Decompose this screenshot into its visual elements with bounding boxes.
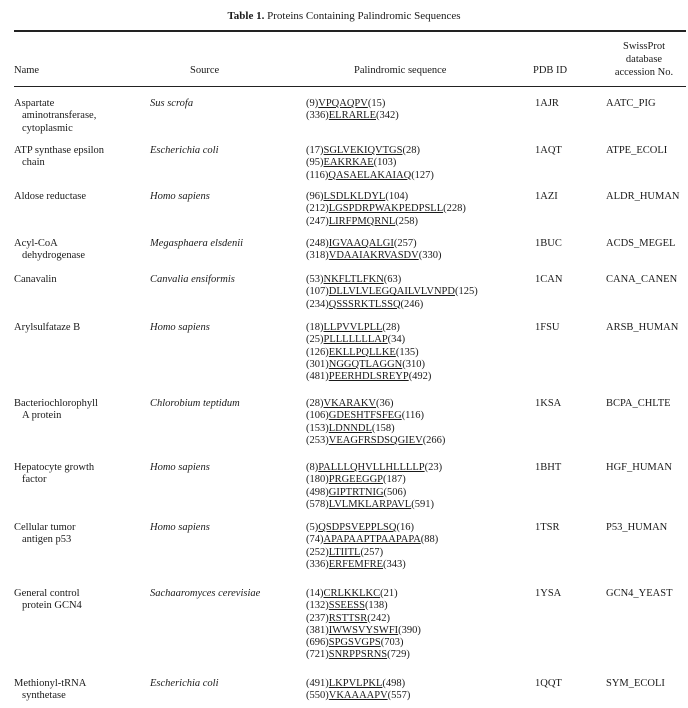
protein-name (14, 191, 154, 203)
header-accession-line1: SwissProt (622, 41, 665, 52)
header-accession-line2: database (625, 54, 663, 65)
accession-number: SYM_ECOLI (606, 678, 665, 689)
sequence-line: (17)SGLVEKIQVTGS(28) (306, 145, 420, 156)
protein-name-line: Canavalin (14, 274, 57, 285)
sequence-residues: PRGEEGGP (328, 474, 384, 486)
sequence-line: (8)PALLLQHVLLHLLLLP(23) (306, 462, 443, 473)
protein-name-line: General control (14, 588, 80, 599)
sequence-residues: NKFLTLFKN (323, 274, 384, 285)
protein-name (14, 98, 154, 135)
accession-number: ARSB_HUMAN (606, 322, 679, 333)
sequence-residues: LVLMKLARPAVL (328, 498, 412, 510)
sequence-residues: LSDLKLDYL (323, 191, 386, 202)
pdb-id: 1TSR (535, 522, 560, 533)
protein-name (14, 522, 154, 547)
sequence-residues: IWWSVYSWFI (328, 624, 399, 636)
pdb-id: 1QQT (535, 678, 562, 689)
protein-name-line: synthetase (22, 690, 66, 702)
sequence-residues: VEAGFRSDSQGIEV (328, 434, 423, 446)
pdb-id: 1BHT (535, 462, 562, 473)
sequence-residues: LKPVLPKL (328, 678, 383, 689)
sequence-line: (18)LLPVVLPLL(28) (306, 322, 400, 333)
sequence-residues: SPGSVGPS (328, 637, 381, 649)
protein-name (14, 588, 154, 613)
pdb-id: 1FSU (535, 322, 560, 333)
sequence-line: (696)SPGSVGPS(703) (306, 637, 404, 649)
protein-name-line: aminotransferase, (22, 110, 97, 122)
pdb-id: 1BUC (535, 238, 562, 249)
source-organism: Canvalia ensiformis (150, 274, 235, 285)
sequence-residues: DLLVLVLEGQAILVLVNPD (328, 286, 455, 298)
protein-name-line: antigen p53 (22, 534, 72, 546)
sequence-line: (212)LGSPDRPWAKPEDPSLL(228) (306, 203, 466, 215)
sequence-line: (491)LKPVLPKL(498) (306, 678, 406, 689)
sequence-residues: LTIITL (328, 546, 361, 558)
sequence-line: (28)VKARAKV(36) (306, 398, 394, 409)
protein-name-line: A protein (22, 410, 62, 422)
sequence-line: (180)PRGEEGGP(187) (306, 474, 406, 486)
sequence-line: (237)RSTTSR(242) (306, 612, 391, 624)
protein-name (14, 322, 154, 334)
source-organism: Chlorobium teptidum (150, 398, 240, 409)
source-organism: Megasphaera elsdenii (150, 238, 244, 249)
source-organism: Escherichia coli (150, 678, 219, 689)
palindromic-sequences (306, 462, 526, 511)
sequence-line: (253)VEAGFRSDSQGIEV(266) (306, 434, 446, 446)
pdb-id: 1YSA (535, 588, 562, 599)
sequence-line: (318)VDAAIAKRVASDV(330) (306, 250, 442, 262)
sequence-line: (336)ELRARLE(342) (306, 110, 399, 122)
sequence-line: (550)VKAAAAPV(557) (306, 690, 411, 702)
protein-name (14, 274, 154, 286)
sequence-residues: GDESHTFSFEG (328, 410, 402, 422)
sequence-residues: PLLLLLLLAP (323, 334, 388, 346)
sequence-line: (248)IGVAAQALGI(257) (306, 238, 417, 249)
pdb-id: 1AJR (535, 98, 559, 109)
palindromic-sequences (306, 678, 526, 703)
sequence-line: (336)ERFEMFRE(343) (306, 558, 406, 570)
sequence-residues: QSSSRKTLSSQ (328, 298, 401, 310)
pdb-id: 1KSA (535, 398, 562, 409)
sequence-line: (5)QSDPSVEPPLSQ(16) (306, 522, 414, 533)
protein-name (14, 238, 154, 263)
header-name: Name (14, 65, 40, 76)
sequence-residues: QSDPSVEPPLSQ (318, 522, 397, 533)
palindromic-sequences (306, 588, 526, 662)
sequence-residues: GIPTRTNIG (328, 486, 384, 498)
protein-name-line: Aldose reductase (14, 191, 87, 202)
palindromic-sequences (306, 398, 526, 447)
sequence-line: (106)GDESHTFSFEG(116) (306, 410, 425, 422)
accession-number: ALDR_HUMAN (606, 191, 680, 202)
sequence-residues: VKARAKV (323, 398, 376, 409)
source-organism: Homo sapiens (150, 191, 210, 202)
accession-number: HGF_HUMAN (606, 462, 672, 473)
sequence-residues: PALLLQHVLLHLLLLP (318, 462, 425, 473)
sequence-line: (96)LSDLKLDYL(104) (306, 191, 409, 202)
sequence-line: (95)EAKRKAE(103) (306, 157, 397, 169)
sequence-line: (25)PLLLLLLLAP(34) (306, 334, 406, 346)
source-organism: Homo sapiens (150, 322, 210, 333)
sequence-line: (14)CRLKKLKC(21) (306, 588, 398, 599)
header-accession (604, 40, 684, 79)
sequence-residues: QASAELAKAIAQ (328, 169, 412, 181)
sequence-line: (252)LTIITL(257) (306, 546, 384, 558)
accession-number: GCN4_YEAST (606, 588, 673, 599)
sequence-residues: LGSPDRPWAKPEDPSLL (328, 203, 444, 215)
pdb-id: 1AZI (535, 191, 558, 202)
header-accession-line3: accession No. (614, 67, 674, 78)
protein-name-line: Arylsulfataze B (14, 322, 81, 333)
sequence-residues: VKAAAAPV (328, 690, 388, 702)
protein-name-line: Acyl-CoA (14, 238, 58, 249)
sequence-residues: ELRARLE (328, 110, 376, 122)
sequence-line: (9)VPQAQPV(15) (306, 98, 386, 109)
header-source: Source (190, 65, 220, 76)
pdb-id: 1CAN (535, 274, 563, 285)
palindromic-sequences (306, 98, 526, 123)
accession-number: CANA_CANEN (606, 274, 678, 285)
palindromic-sequences (306, 322, 526, 383)
table-title-text: Proteins Containing Palindromic Sequences (267, 10, 461, 22)
protein-name-line: Bacteriochlorophyll (14, 398, 98, 409)
protein-name-line: Hepatocyte growth (14, 462, 95, 473)
sequence-line: (481)PEERHDLSREYP(492) (306, 371, 432, 383)
table-title-label: Table 1. (227, 10, 265, 22)
sequence-line: (301)NGGQTLAGGN(310) (306, 358, 425, 370)
sequence-line: (578)LVLMKLARPAVL(591) (306, 498, 434, 510)
protein-name-line: ATP synthase epsilon (14, 145, 105, 156)
sequence-residues: SGLVEKIQVTGS (323, 145, 403, 156)
palindromic-sequences (306, 238, 526, 263)
header-pdb: PDB ID (533, 65, 568, 76)
header-sequence: Palindromic sequence (354, 65, 447, 76)
sequence-residues: RSTTSR (328, 612, 368, 624)
sequence-line: (132)SSEESS(138) (306, 600, 388, 612)
palindromic-sequences (306, 522, 526, 571)
sequence-line: (721)SNRPPSRNS(729) (306, 649, 410, 661)
sequence-line: (74)APAPAAPTPAAPAPA(88) (306, 534, 439, 546)
source-organism: Sus scrofa (150, 98, 194, 109)
pdb-id: 1AQT (535, 145, 562, 156)
sequence-residues: PEERHDLSREYP (328, 371, 409, 383)
protein-name-line: Aspartate (14, 98, 55, 109)
sequence-residues: ERFEMFRE (328, 558, 384, 570)
protein-name-line: chain (22, 157, 45, 169)
palindromic-sequences (306, 191, 526, 228)
source-organism: Sachaaromyces cerevisiae (150, 588, 261, 599)
sequence-line: (116)QASAELAKAIAQ(127) (306, 169, 434, 181)
sequence-line: (234)QSSSRKTLSSQ(246) (306, 298, 424, 310)
accession-number: BCPA_CHLTE (606, 398, 671, 409)
protein-name (14, 678, 154, 703)
palindromic-sequences (306, 274, 526, 311)
accession-number: ATPE_ECOLI (606, 145, 668, 156)
sequence-line: (247)LIRFPMQRNL(258) (306, 215, 419, 227)
protein-name (14, 145, 154, 170)
accession-number: ACDS_MEGEL (606, 238, 676, 249)
protein-name-line: Methionyl-tRNA (14, 678, 87, 689)
protein-name-line: factor (22, 474, 47, 486)
header-rule (14, 86, 686, 87)
palindromic-sequences (306, 145, 526, 182)
sequence-residues: VDAAIAKRVASDV (328, 250, 419, 262)
accession-number: AATC_PIG (606, 98, 656, 109)
sequence-residues: EAKRKAE (323, 157, 374, 169)
protein-name (14, 462, 154, 487)
sequence-line: (107)DLLVLVLEGQAILVLVNPD(125) (306, 286, 478, 298)
sequence-residues: SNRPPSRNS (328, 649, 388, 661)
protein-name-line: protein GCN4 (22, 600, 82, 612)
source-organism: Homo sapiens (150, 522, 210, 533)
protein-name-line: dehydrogenase (22, 250, 85, 262)
source-organism: Escherichia coli (150, 145, 219, 156)
protein-name-line: cytoplasmic (22, 122, 73, 134)
sequence-residues: APAPAAPTPAAPAPA (323, 534, 421, 546)
sequence-residues: CRLKKLKC (323, 588, 381, 599)
protein-name (14, 398, 154, 423)
sequence-residues: LIRFPMQRNL (328, 215, 396, 227)
sequence-residues: IGVAAQALGI (328, 238, 394, 249)
sequence-residues: EKLLPQLLKE (328, 346, 396, 358)
sequence-line: (153)LDNNDL(158) (306, 422, 395, 434)
table-title (0, 10, 688, 22)
sequence-residues: LDNNDL (328, 422, 372, 434)
sequence-line: (53)NKFLTLFKN(63) (306, 274, 402, 285)
protein-name-line: Cellular tumor (14, 522, 76, 533)
sequence-line: (498)GIPTRTNIG(506) (306, 486, 407, 498)
source-organism: Homo sapiens (150, 462, 210, 473)
sequence-residues: NGGQTLAGGN (328, 358, 403, 370)
accession-number: P53_HUMAN (606, 522, 668, 533)
sequence-residues: SSEESS (328, 600, 365, 612)
sequence-line: (381)IWWSVYSWFI(390) (306, 624, 421, 636)
sequence-residues: VPQAQPV (318, 98, 368, 109)
sequence-line: (126)EKLLPQLLKE(135) (306, 346, 419, 358)
top-rule (14, 30, 686, 32)
sequence-residues: LLPVVLPLL (323, 322, 383, 333)
